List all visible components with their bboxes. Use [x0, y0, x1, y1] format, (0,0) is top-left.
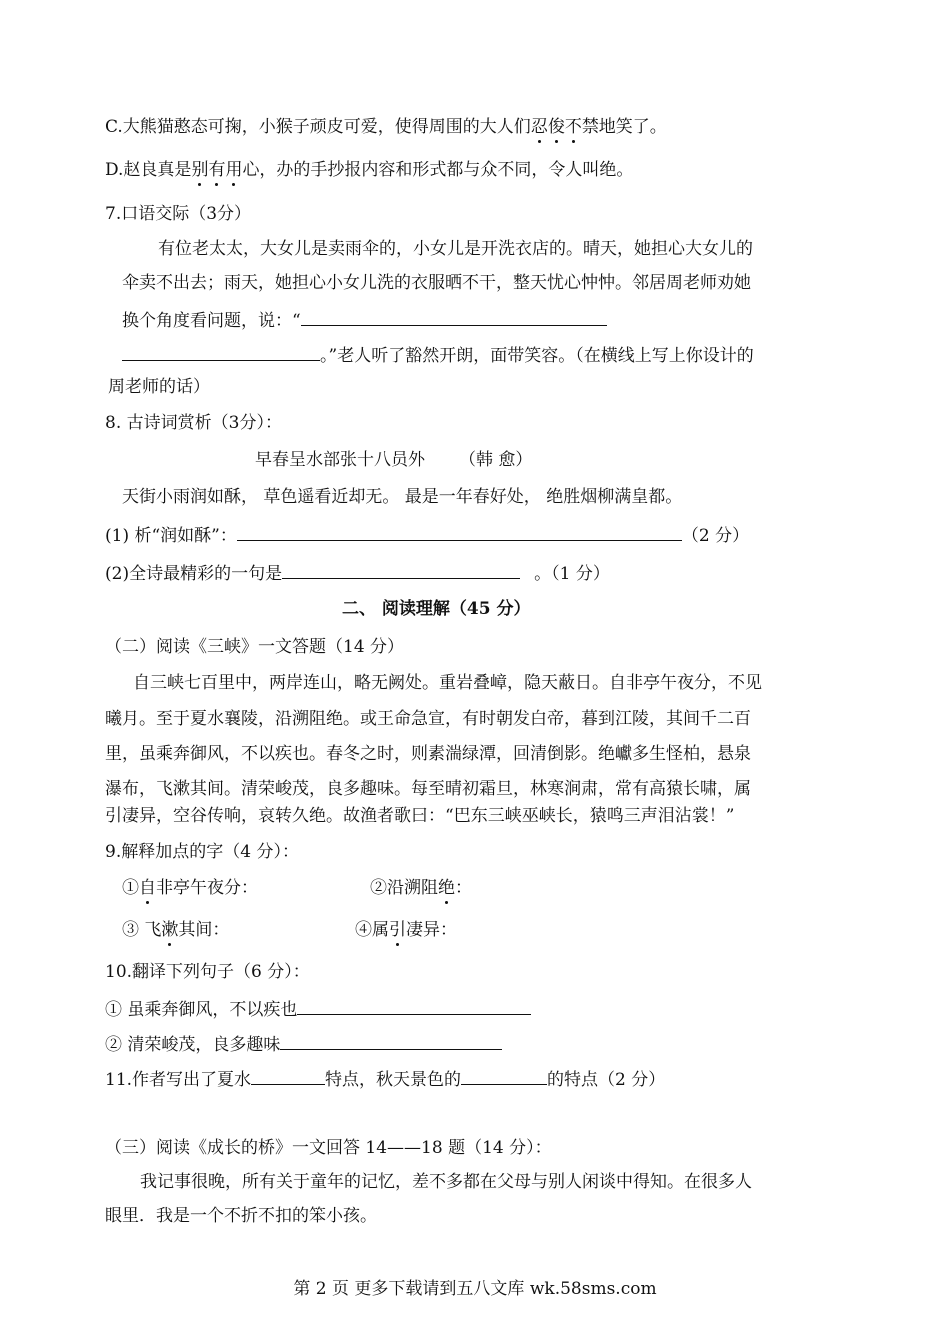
q9-item-4: ④属引凄异：	[355, 920, 457, 940]
passage-line: 曦月。至于夏水襄陵，沿溯阻绝。或王命急宣，有时朝发白帝，暮到江陵，其间千二百	[105, 709, 751, 729]
passage-line: 里，虽乘奔御风，不以疾也。春冬之时，则素湍绿潭，回清倒影。绝巘多生怪柏，悬泉	[105, 744, 751, 764]
dotted-char: 漱	[161, 920, 179, 940]
q10-title: 10.翻译下列句子（6 分）：	[105, 962, 310, 982]
dotted-char: 绝	[438, 878, 455, 898]
dotted-char: 自	[139, 878, 156, 898]
q7-line3: 换个角度看问题，说：“	[122, 307, 607, 333]
passage-line: 自三峡七百里中，两岸连山，略无阙处。重岩叠嶂，隐天蔽日。自非亭午夜分，不见	[133, 673, 762, 693]
q7-title: 7.口语交际（3分）	[105, 204, 252, 224]
dotted-char: 有	[208, 160, 226, 180]
q9-item-1: ①自非亭午夜分：	[122, 878, 258, 898]
part2-intro: （二）阅读《三峡》一文答题（14 分）	[105, 637, 405, 657]
dotted-char: 忍	[530, 117, 548, 137]
dotted-char: 不	[564, 117, 582, 137]
q8-title: 8. 古诗词赏析（3分）：	[105, 413, 282, 433]
q7-line: 有位老太太，大女儿是卖雨伞的，小女儿是开洗衣店的。晴天，她担心大女儿的	[158, 239, 753, 259]
q11: 11.作者写出了夏水 特点，秋天景色的 的特点（2 分）	[105, 1066, 665, 1092]
part3-intro: （三）阅读《成长的桥》一文回答 14——18 题（14 分）：	[105, 1138, 552, 1158]
q9-title: 9.解释加点的字（4 分）：	[105, 842, 299, 862]
q8-sub1: (1) 析“润如酥”： （2 分）	[105, 522, 749, 548]
poem-heading	[255, 448, 532, 472]
poem-author: （韩 愈）	[459, 450, 533, 470]
answer-blank[interactable]	[122, 342, 320, 361]
dotted-char: 别	[191, 160, 209, 180]
option-c: C.大熊猫憨态可掬，小猴子顽皮可爱，使得周围的大人们忍俊不禁地笑了。	[105, 117, 667, 137]
dotted-char: 用	[225, 160, 243, 180]
passage-line: 眼里．我是一个不折不扣的笨小孩。	[105, 1206, 377, 1226]
section-heading: 二、 阅读理解（45 分）	[342, 599, 531, 619]
answer-blank[interactable]	[251, 1066, 325, 1085]
dotted-char: 俊	[547, 117, 565, 137]
q8-sub2: (2)全诗最精彩的一句是 。（1 分）	[105, 560, 610, 586]
answer-blank[interactable]	[282, 560, 520, 579]
page-footer: 第 2 页 更多下载请到五八文库 wk.58sms.com	[293, 1279, 657, 1299]
answer-blank[interactable]	[280, 1031, 502, 1050]
q7-line: 伞卖不出去；雨天，她担心小女儿洗的衣服晒不干，整天忧心忡忡。邻居周老师劝她	[122, 273, 751, 293]
passage-line: 引凄异，空谷传响，哀转久绝。故渔者歌曰：“巴东三峡巫峡长，猿鸣三声泪沾裳！”	[105, 806, 735, 826]
answer-blank[interactable]	[237, 522, 682, 541]
q9-item-3: ③ 飞漱其间：	[122, 920, 230, 940]
answer-blank[interactable]	[297, 996, 531, 1015]
passage-line: 我记事很晚，所有关于童年的记忆，差不多都在父母与别人闲谈中得知。在很多人	[140, 1172, 752, 1192]
q10-item-2: ② 清荣峻茂，良多趣味	[105, 1031, 502, 1057]
dotted-char: 引	[389, 920, 406, 940]
passage-line: 瀑布，飞漱其间。清荣峻茂，良多趣味。每至晴初霜旦，林寒涧肃，常有高猿长啸，属	[105, 779, 751, 799]
q7-line: 周老师的话）	[108, 377, 210, 397]
q9-item-2: ②沿溯阻绝：	[370, 878, 472, 898]
q10-item-1: ① 虽乘奔御风，不以疾也	[105, 996, 531, 1022]
answer-blank[interactable]	[301, 307, 607, 326]
answer-blank[interactable]	[461, 1066, 547, 1085]
poem-title: 早春呈水部张十八员外	[255, 450, 425, 470]
poem-text: 天街小雨润如酥， 草色遥看近却无。 最是一年春好处， 绝胜烟柳满皇都。	[122, 487, 683, 507]
option-d: D.赵良真是别有用心，办的手抄报内容和形式都与众不同，令人叫绝。	[105, 160, 634, 180]
q7-line4: 。”老人听了豁然开朗，面带笑容。（在横线上写上你设计的	[122, 342, 754, 368]
